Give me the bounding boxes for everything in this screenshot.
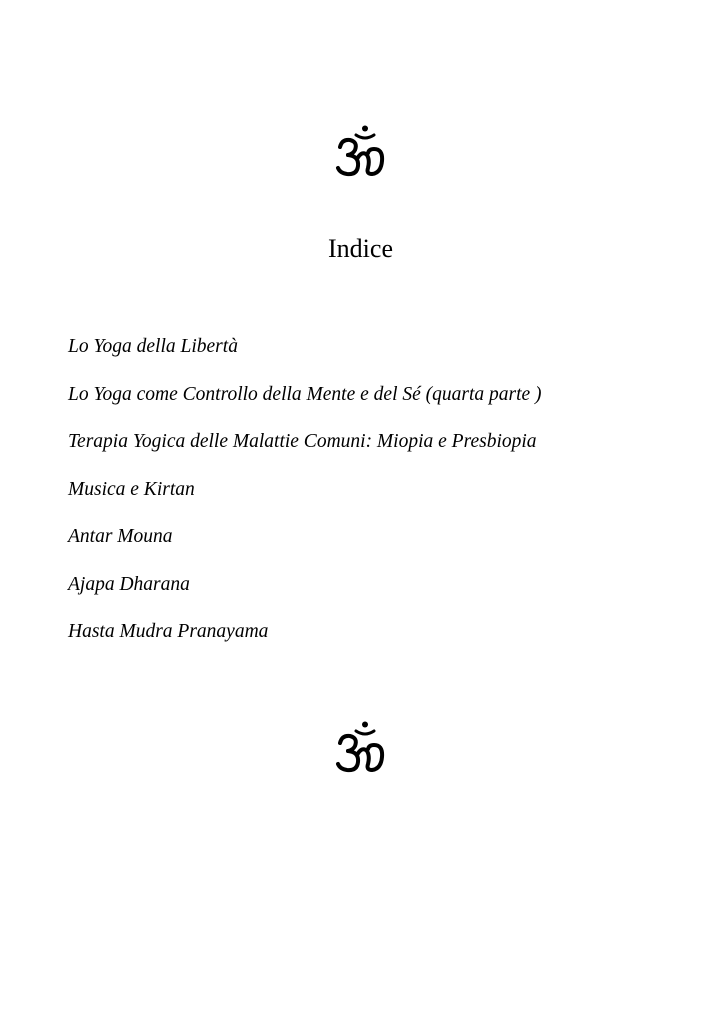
toc-item: Antar Mouna (68, 526, 173, 547)
toc-item: Lo Yoga della Libertà (68, 336, 238, 357)
toc-item: Terapia Yogica delle Malattie Comuni: Miopia e Presbiopia (68, 431, 537, 452)
om-symbol-icon (335, 124, 387, 178)
toc-item: Ajapa Dharana (68, 573, 190, 595)
page-title: Indice (328, 234, 393, 263)
om-symbol-icon (335, 720, 387, 774)
toc-item: Musica e Kirtan (68, 478, 195, 500)
toc-item: Hasta Mudra Pranayama (68, 621, 269, 642)
table-of-contents (68, 335, 542, 668)
toc-item: Lo Yoga come Controllo della Mente e del Sé (quarta parte ) (68, 383, 542, 405)
